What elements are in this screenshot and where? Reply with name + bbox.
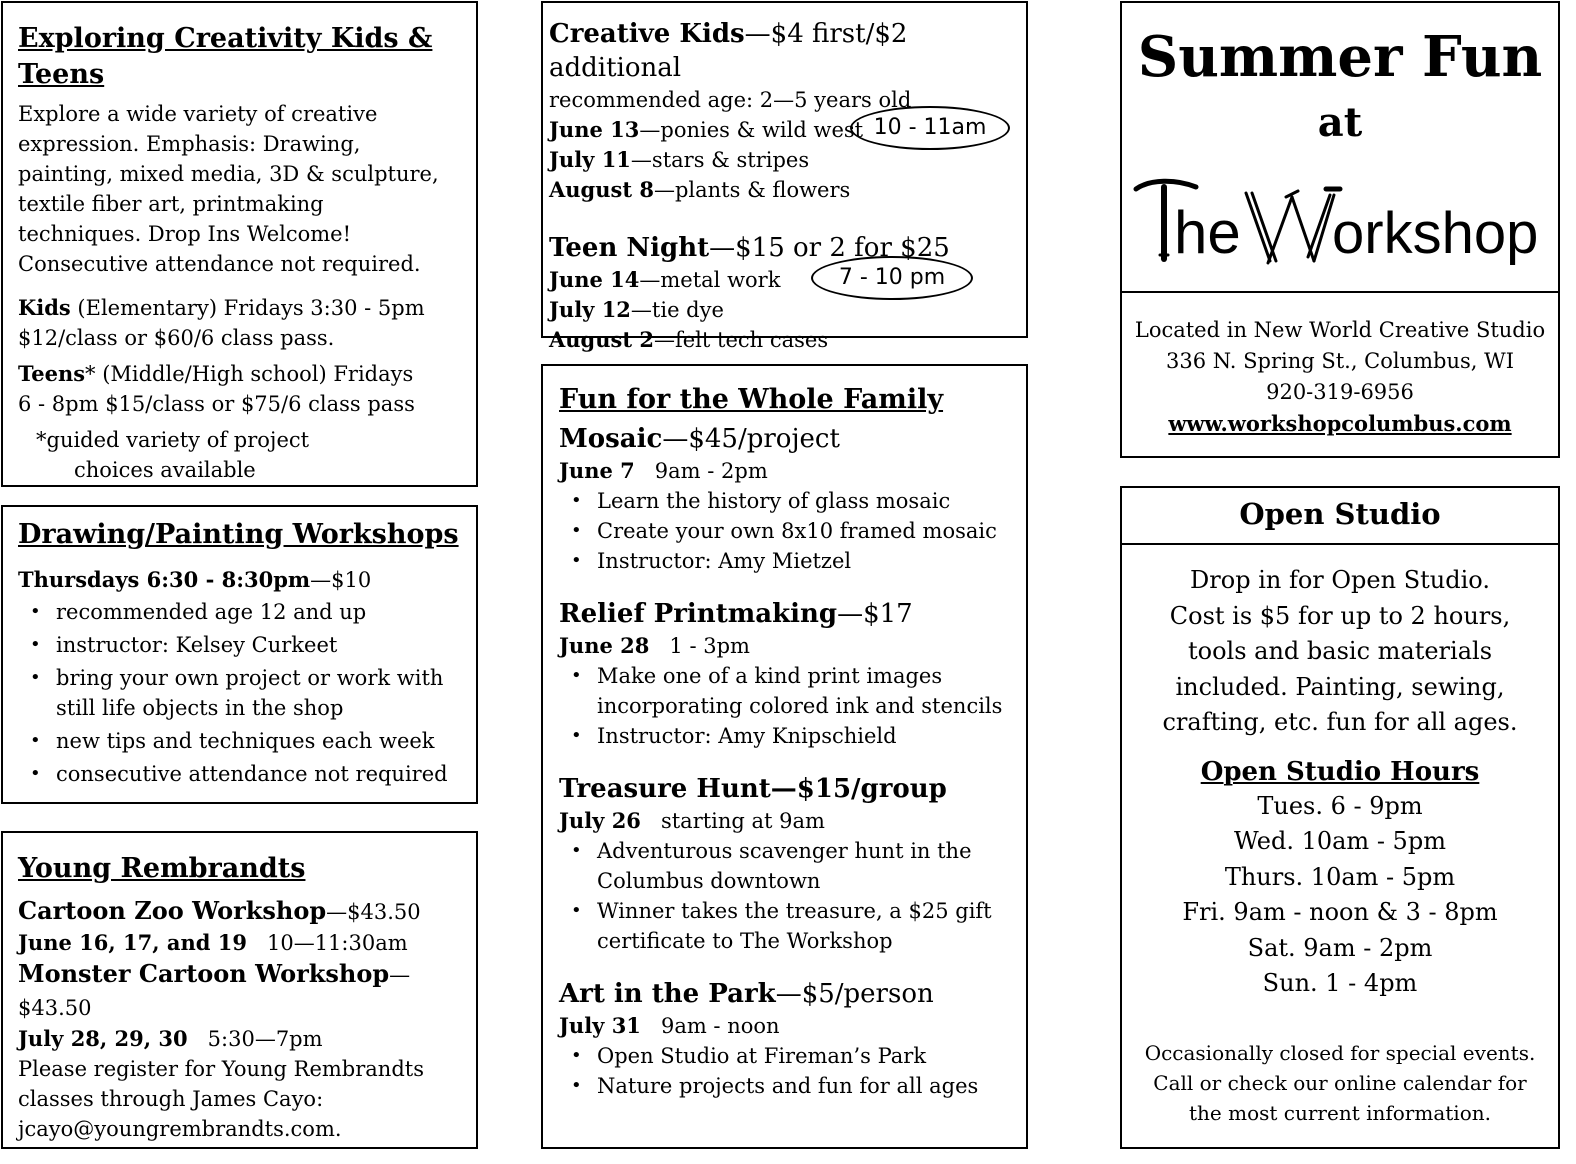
family-panel [541,364,1028,1149]
session-row: June 13—ponies & wild west [549,117,864,142]
hours-row: Wed. 10am - 5pm [1234,827,1446,855]
note-line: Occasionally closed for special events. [1144,1040,1536,1065]
phone-number: 920-319-6956 [1266,380,1414,404]
address-line: 336 N. Spring St., Columbus, WI [1165,349,1515,373]
panel-title: Drawing/Painting Workshops [18,519,459,550]
exploring-creativity-panel [1,1,478,487]
website-link[interactable]: www.workshopcolumbus.com [1168,411,1512,436]
desc-line: Explore a wide variety of creative [18,102,378,126]
hours-row: Sun. 1 - 4pm [1262,969,1418,997]
list-item: • instructor: Kelsey Curkeet [56,630,466,660]
panel-title: Exploring Creativity Kids & Teens [18,23,433,90]
event-when: July 31 9am - noon [559,1013,780,1038]
workshop-price: —$43.50 [18,963,411,1020]
event-when: June 7 9am - 2pm [559,458,768,483]
session-row: July 11—stars & stripes [549,147,810,172]
list-item: • Make one of a kind print images incorporating colored ink and stencils [597,661,1017,721]
event-bullets [559,486,1026,576]
closure-note [1122,1038,1558,1128]
workshop-logo [1130,175,1550,275]
open-studio-description [1122,563,1558,741]
hours-row: Thurs. 10am - 5pm [1224,862,1456,891]
hours-row: Tues. 6 - 9pm [1257,791,1423,820]
desc-line: included. Painting, sewing, [1175,672,1505,701]
event-bullets [559,661,1026,751]
workshop-name: Cartoon Zoo Workshop [18,896,327,925]
workshop-monster-cartoon [18,958,476,1024]
session-row: July 12—tie dye [549,297,724,322]
desc-line: Drop in for Open Studio. [1190,566,1490,594]
workshop-name: Monster Cartoon Workshop [18,959,390,988]
event-bullets [559,1041,1026,1101]
workshop-price: —$43.50 [326,900,421,924]
list-item: • Winner takes the treasure, a $25 gift certificate to The Workshop [597,896,997,956]
event-when: June 28 1 - 3pm [559,633,750,658]
page-title: Summer Fun [1137,24,1543,90]
register-email[interactable]: jcayo@youngrembrandts.com. [18,1117,342,1141]
workshop-time: 5:30—7pm [207,1027,323,1051]
list-item: • Instructor: Amy Knipschield [597,721,1026,751]
list-item: • recommended age 12 and up [56,597,466,627]
kids-time: (Elementary) Fridays 3:30 - 5pm [70,296,425,320]
hours-row: Sat. 9am - 2pm [1247,933,1433,962]
workshop-cartoon-zoo-dates [18,928,476,958]
list-item: • Create your own 8x10 framed mosaic [597,516,1026,546]
address-line: Located in New World Creative Studio [1134,318,1546,342]
description [18,99,476,279]
hours-list [1122,789,1558,1002]
drawing-schedule [18,565,466,595]
kids-price: $12/class or $60/6 class pass. [18,326,335,350]
workshop-monster-cartoon-dates [18,1024,476,1054]
event-when: July 26 starting at 9am [559,808,825,833]
session-row: August 8—plants & flowers [549,177,851,202]
header-title-area [1122,3,1558,293]
logo-text-he: he [1174,199,1241,266]
list-item: • Instructor: Amy Mietzel [597,546,1026,576]
desc-line: techniques. Drop Ins Welcome! [18,222,352,246]
young-rembrandts-panel [1,831,478,1149]
panel-title: Young Rembrandts [18,853,306,884]
section-title: Creative Kids [549,19,745,49]
drawing-time: Thursdays 6:30 - 8:30pm [18,567,311,592]
note-line: Call or check our online calendar for [1153,1070,1527,1095]
desc-line: crafting, etc. fun for all ages. [1162,708,1518,736]
kids-teen-panel [541,1,1028,352]
list-item: • Open Studio at Fireman’s Park [597,1041,1026,1071]
teens-schedule [18,359,476,419]
desc-line: painting, mixed media, 3D & sculpture, [18,162,439,186]
hours-row: Fri. 9am - noon & 3 - 8pm [1182,898,1498,926]
drawing-price: —$10 [310,568,372,592]
kids-schedule [18,293,476,353]
list-item: • Nature projects and fun for all ages [597,1071,1026,1101]
desc-line: Cost is $5 for up to 2 hours, [1169,601,1511,630]
note-line: the most current information. [1189,1100,1491,1125]
event-bullets [559,836,1026,956]
drawing-bullets [18,597,466,789]
session-row: June 14—metal work [549,267,781,292]
guided-note [18,425,476,485]
age-note: recommended age: 2—5 years old [549,88,912,112]
section-price: —$4 first/$2 additional [549,19,908,83]
desc-line: Consecutive attendance not required. [18,252,421,276]
teen-night-heading [549,231,1026,265]
desc-line: expression. Emphasis: Drawing, [18,132,361,156]
section-price: —$15 or 2 for $25 [709,233,950,263]
creative-kids-heading [549,17,1026,85]
event-heading: Treasure Hunt—$15/group [559,774,947,804]
note-line: choices available [74,458,256,482]
desc-line: tools and basic materials [1187,637,1493,665]
workshop-cartoon-zoo [18,895,476,928]
workshop-dates: July 28, 29, 30 [18,1026,188,1051]
teens-label: Teens [18,361,86,386]
header-panel [1120,1,1560,458]
event-heading: Art in the Park—$5/person [559,979,934,1009]
panel-title: Fun for the Whole Family [559,384,944,415]
teens-price: 6 - 8pm $15/class or $75/6 class pass [18,392,415,416]
workshop-time: 10—11:30am [266,931,408,955]
logo-text-orkshop: orkshop [1332,201,1539,266]
address-block [1122,315,1558,439]
section-title: Teen Night [549,233,710,263]
event-relief-printmaking [559,597,1026,751]
note-line: *guided variety of project [36,428,310,452]
drawing-painting-panel [1,505,478,804]
list-item: • Adventurous scavenger hunt in the Columbus downtown [597,836,997,896]
event-heading: Relief Printmaking—$17 [559,599,913,629]
event-heading: Mosaic—$45/project [559,424,840,454]
list-item: • Learn the history of glass mosaic [597,486,1026,516]
teen-night-time-oval: 7 - 10 pm [811,256,973,300]
list-item: • bring your own project or work with still life objects in the shop [56,663,456,723]
register-line: Please register for Young Rembrandts [18,1057,424,1081]
creative-kids-time-oval: 10 - 11am [850,106,1010,150]
workshop-dates: June 16, 17, and 19 [18,930,247,955]
register-info [18,1054,476,1144]
desc-line: textile fiber art, printmaking [18,192,324,216]
list-item: • consecutive attendance not required [56,759,466,789]
kids-label: Kids [18,295,71,320]
session-row: August 2—felt tech cases [549,327,829,352]
list-item: • new tips and techniques each week [56,726,466,756]
hours-title: Open Studio Hours [1200,756,1480,787]
event-treasure-hunt [559,772,1026,956]
teens-time: * (Middle/High school) Fridays [85,362,414,386]
event-mosaic [559,422,1026,576]
page-subtitle: at [1317,99,1363,146]
event-art-in-the-park [559,977,1026,1101]
panel-title: Open Studio [1122,488,1558,545]
open-studio-panel [1120,486,1560,1149]
register-line: classes through James Cayo: [18,1087,324,1111]
